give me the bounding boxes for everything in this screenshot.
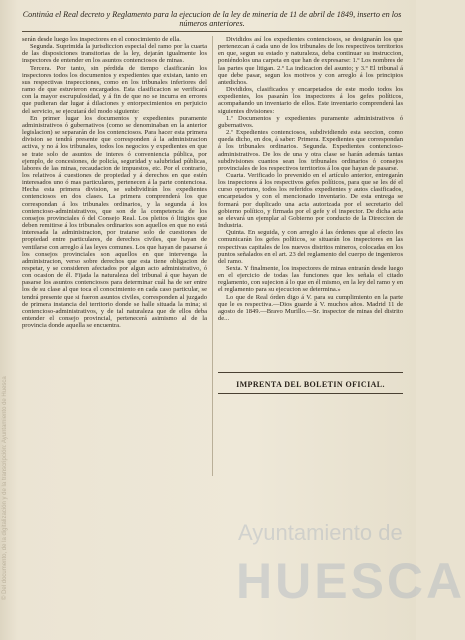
left-column [22,36,207,628]
paragraph: Lo que de Real órden digo á V. para su cumplimiento en la parte que le es respectiva.—Dios guarde á V. muchos años. Madrid 11 de agosto de 1849.—Bravo Murillo.—Sr. inspector de minas del distrito de... [218,293,403,323]
running-title: Continúa el Real decreto y Reglamento para la ejecucion de la ley de mineria de 11 de abril de 1849, inserto en los números anteriores. [22,10,402,29]
imprint-line: IMPRENTA DEL BOLETIN OFICIAL. [236,380,385,389]
paragraph: Tercera. Por tanto, sin pérdida de tiempo clasificarán los inspectores todos los documentos y expedientes que existan, tanto en sus respectivas inspecciones, como en los tribunales inferiores del ramo de que estuvieron encargados. Esta clasificacion se verificará con la mayor escrupulosidad, y á fin de que no se incurra en errores que pudieran dar lugar á dilaciones y entorpecimientos en perjuicio del servicio, se ejecutará del modo siguiente: [22,64,207,115]
paragraph: Cuarta. Verificado lo prevenido en el artículo anterior, entregarán los inspectores á los respectivos gefes políticos, para que se les dé el curso oportuno, todos los referidos expedientes y autos clasificados, encarpetados y con el mencionado inventario. De esta entrega se formará por duplicado una acta autorizada por el secretario del gobierno político, y firmada por el gefe y el inspector. De dicha acta se elevará un ejemplar al Gobierno por conducto de la Direccion de Industria. [218,171,403,230]
imprint-rule-top [218,372,403,373]
header-rule [22,31,402,32]
archive-watermark [218,520,465,640]
column-separator [212,36,213,476]
side-copyright-note: © Del documento, de la digitalización y de la transcripción: Ayuntamiento de Huesca [2,376,8,600]
paragraph: 2.ª Expedientes contenciosos, subdividiendo esta seccion, como queda dicho, en dos, á saber: Primera. Expedientes que correspondan á los tribunales ordinarios. Segunda. Expedientes contencioso-administrativos. De los de una y otra clase se harán además tantas subdivisiones cuantos sean los tribunales ordinarios ó consejos provinciales de los respectivos territorios á los que hayan de pasarse. [218,129,403,172]
paragraph: Segunda. Suprimida la jurisdiccion especial del ramo por la cuarta de las disposiciones transitorias de la ley, dejarán igualmente los inspectores de entender en los asuntos contenciosos de minas. [22,43,207,65]
paragraph: Sexta. Y finalmente, los inspectores de minas entrarán desde luego en el ejercicio de todas las funciones que les señala el citado reglamento, con sujecion á lo que en él mismo, en la ley del ramo y en el reglamento para su ejecucion se determina.» [218,265,403,294]
paragraph: 1.ª Documentos y expedientes puramente administrativos ó gubernativos. [218,114,403,129]
right-column [218,36,403,366]
watermark-line1: Ayuntamiento de [238,520,403,545]
paragraph: Divididos, clasificados y encarpetados de este modo todos los expedientes, los pasarán los inspectores á los gefes políticos, acompañando un inventario de ellos. Este inventario comprenderá las siguientes divisiones: [218,86,403,115]
paragraph: Divididos así los expedientes contenciosos, se designarán los que pertenezcan á cada uno de los tribunales de los respectivos territorios en que, segun su estado y naturaleza, deba continuar su instruccion, poniéndolos una carpeta en que han de expresarse: 1.º Los nombres de las partes que litigan. 2.º La indicacion del asunto; y 3.º El tribunal á que debe pasar, segun los motivos y con arreglo á los principios antedichos. [218,36,403,86]
paragraph: Quinta. En seguida, y con arreglo á las órdenes que al efecto les comunicarán los gefes políticos, se situarán los inspectores en las respectivas capitales de los nuevos distritos mineros, colocadas en los puntos señalados en el art. 23 del reglamento del cuerpo de ingenieros del ramo. [218,229,403,265]
paragraph: En primer lugar los documentos y expedientes puramente administrativos ó gubernativos (como se denominaban en la anterior legislacion) se separarán de los contenciosos. Para hacer esta primera division se tendrá presente que corresponden á la administracion activa, y no á los tribunales, todos los negocios y expedientes en que se trate solo de asuntos de interes ó conveniencia pública, por ejemplo, de concesiones, de policía, seguridad y salubridad públicas, labores de las minas, recaudacion de impuestos, etc. Por el contrario, los relativos á cuestiones de propiedad y á derechos en que estén interesados uno ó mas particulares, pertenecen á la parte contenciosa. Hecha esta primera division, se subdividirán los expedientes contenciosos en dos clases. La primera comprenderá los que correspondan á los tribunales ordinarios, y la segunda á los contencioso-administrativos, que son de la competencia de los consejos provinciales ó del Consejo Real. Los pleitos ó litigios que deben remitirse á los tribunales ordinarios son aquellos en que no está interesada la administracion, por tratarse solo de cuestiones de propiedad entre particulares, de derechos civiles, que hayan de ventilarse con arreglo á las leyes comunes. Los que hayan de pasarse á los consejos provinciales son aquellos en que intervenga la administracion, verso sobre derechos que esta tiene obligacion de respetar, y se consideren afectados por algun acto administrativo, ó con ocasion de él. Fijada la naturaleza del tribunal á que hayan de pasarse los asuntos contenciosos para determinar cuál ha de ser entre los de su clase al que toca el conocimiento en cada caso particular, se tendrá presente que si fueron asuntos civiles, corresponden al juzgado de primera instancia del territorio donde se halle situada la mina; si contencioso-administrativos, y de tal naturaleza que de ellos deba entender el consejo provincial, pertenecerá asimismo al de la provincia donde aquella se encuentra. [22,114,207,330]
paragraph: serán desde luego los inspectores en el conocimiento de ella. [22,36,181,43]
imprint-rule-bottom [218,393,403,394]
watermark-line2: HUESCA [236,553,465,609]
